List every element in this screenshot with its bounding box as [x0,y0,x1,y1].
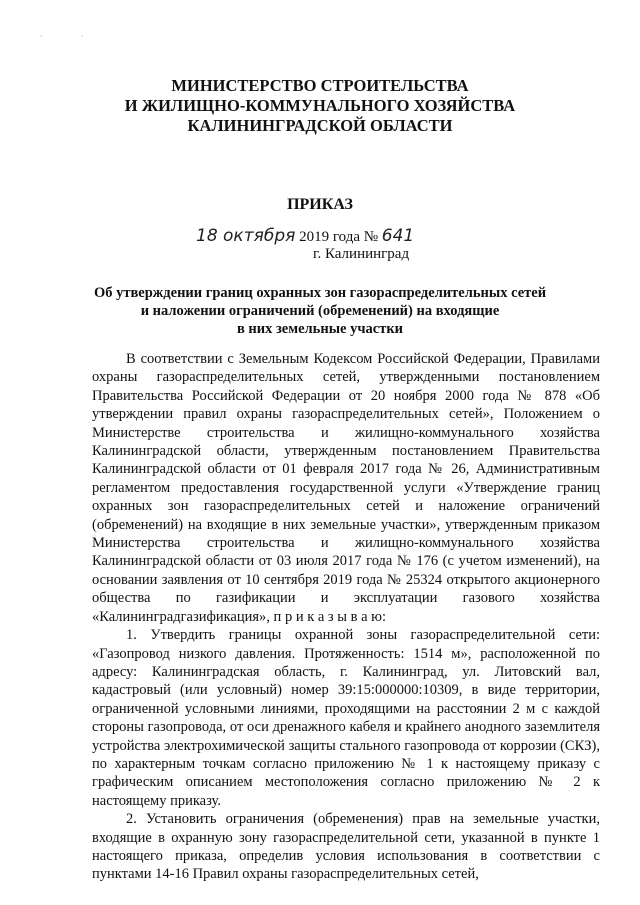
order-year: 2019 года № [299,229,379,245]
scan-artifact-marks: · · [40,32,102,41]
ministry-header [0,76,640,136]
handwritten-order-number: 641 [381,226,415,246]
preamble-paragraph: В соответствии с Земельным Кодексом Российской Федерации, Правилами охраны газораспределительных сетей, утвержденными постановлением Правительства Российской Федерации от 20 ноября 2000 года № 878 «Об утверждении правил охраны газораспределительных сетей», Положением о Министерстве строительства и жилищно-коммунального хозяйства Калининградской области, утвержденным постановлением Правительства Калининградской области от 01 февраля 2017 года № 26, Административным регламентом предоставления государственной услуги «Утверждение границ охранных зон газораспределительных сетей и наложение ограничений (обременений) на входящие в них земельные участки», утвержденным приказом Министерства строительства и жилищно-коммунального хозяйства Калининградской области от 03 июля 2017 года № 176 (с учетом изменений), на основании заявления от 10 сентября 2019 года № 25324 открытого акционерного общества по газификации и эксплуатации газового хозяйства «Калининградгазификация», п р и к а з ы в а ю: [92,351,600,625]
order-subject [0,284,640,338]
order-city: г. Калининград [313,246,410,262]
subject-line: в них земельные участки [236,321,404,337]
clause-2-paragraph: 2. Установить ограничения (обременения) прав на земельные участки, входящие в охранную зону газораспределительной сети, указанной в пункте 1 настоящего приказа, определив условия использования в соответствии с пунктами 14-16 Правил охраны газораспределительных сетей, [92,811,600,883]
ministry-line: И ЖИЛИЩНО-КОММУНАЛЬНОГО ХОЗЯЙСТВА [124,96,516,115]
order-body [92,350,600,884]
ministry-line: КАЛИНИНГРАДСКОЙ ОБЛАСТИ [187,116,453,135]
order-title: ПРИКАЗ [287,196,353,213]
clause-1-paragraph: 1. Утвердить границы охранной зоны газораспределительной сети: «Газопровод низкого давления. Протяженность: 1514 м», расположенной по адресу: Калининградская область, г. Калининград, ул. Литовский вал, кадастровый (или условный) номер 39:15:000000:10309, в виде территории, ограниченной условными линиями, проходящими на расстоянии 2 м с каждой стороны газопровода, от оси дренажного кабеля и крайнего анодного заземлителя устройства электрохимической защиты стального газопровода от коррозии (СКЗ), по характерным точкам согласно приложению № 1 к настоящему приказу с графическим описанием местоположения согласно приложению № 2 к настоящему приказу. [92,627,600,809]
subject-line: и наложении ограничений (обременений) на входящие [140,303,500,319]
order-date-line [196,226,516,246]
ministry-line: МИНИСТЕРСТВО СТРОИТЕЛЬСТВА [171,76,469,95]
subject-line: Об утверждении границ охранных зон газораспределительных сетей [93,285,547,301]
handwritten-date: 18 октября [196,226,296,246]
